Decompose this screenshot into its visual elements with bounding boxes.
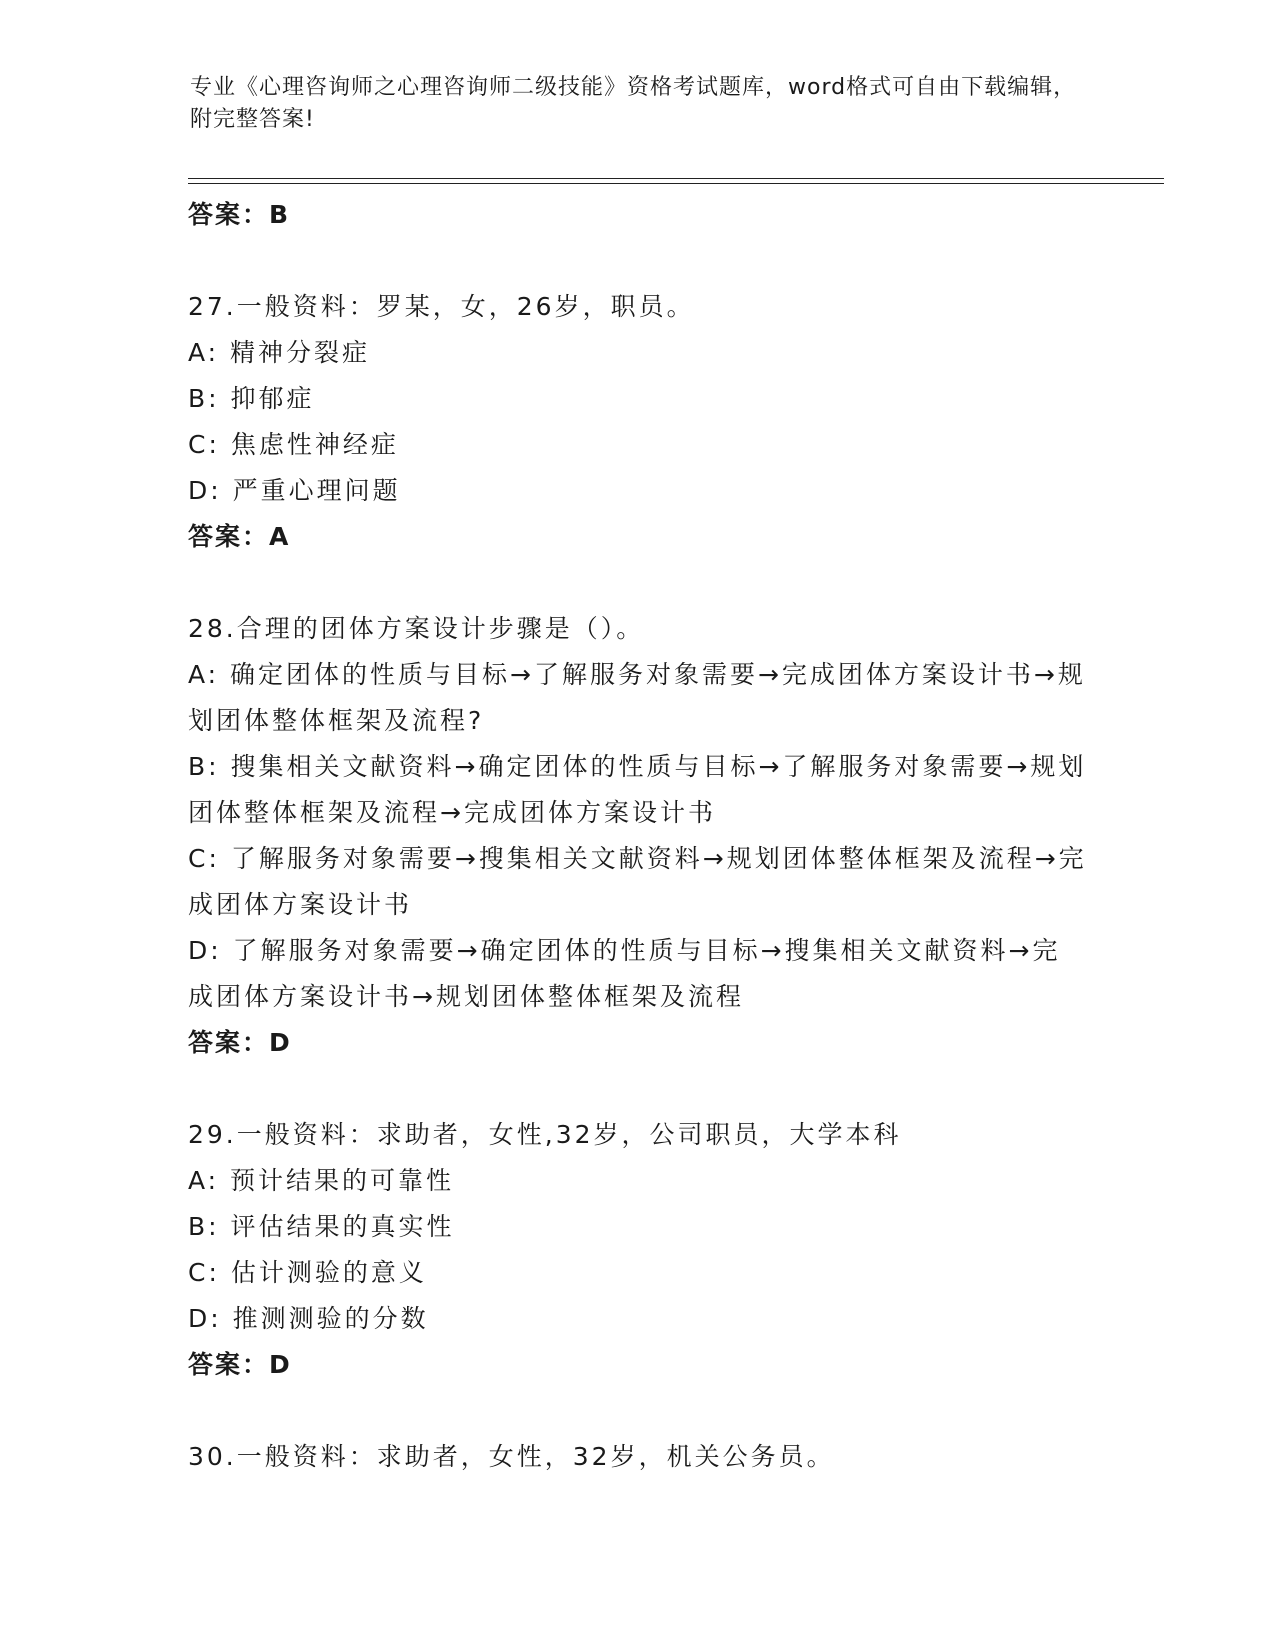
answer-line: 答案：D <box>188 1350 292 1379</box>
question-27 <box>188 284 1088 560</box>
header-rule-thick <box>188 183 1164 184</box>
option-c: C: 焦虑性神经症 <box>188 430 399 459</box>
option-d: D: 严重心理问题 <box>188 476 401 505</box>
question-list <box>188 192 1088 1480</box>
question-28 <box>188 606 1088 1066</box>
option-d: D: 推测测验的分数 <box>188 1304 429 1333</box>
answer-line: 答案：D <box>188 1028 292 1057</box>
question-title: 28.合理的团体方案设计步骤是（）。 <box>188 614 645 643</box>
option-c: C: 估计测验的意义 <box>188 1258 427 1287</box>
option-b: B: 搜集相关文献资料→确定团体的性质与目标→了解服务对象需要→规划团体整体框架及流程→完成团体方案设计书 <box>188 752 1087 827</box>
option-a: A: 精神分裂症 <box>188 338 371 367</box>
question-30 <box>188 1434 1088 1480</box>
question-title: 30.一般资料：求助者，女性，32岁，机关公务员。 <box>188 1442 835 1471</box>
option-a: A: 确定团体的性质与目标→了解服务对象需要→完成团体方案设计书→规划团体整体框架及流程? <box>188 660 1086 735</box>
question-title: 29.一般资料：求助者，女性,32岁，公司职员，大学本科 <box>188 1120 902 1149</box>
answer-line: 答案：A <box>188 522 291 551</box>
option-b: B: 评估结果的真实性 <box>188 1212 455 1241</box>
answer-line: 答案：B <box>188 200 291 229</box>
option-d: D: 了解服务对象需要→确定团体的性质与目标→搜集相关文献资料→完成团体方案设计书→规划团体整体框架及流程 <box>188 936 1061 1011</box>
header-rule-thin <box>188 178 1164 179</box>
option-a: A: 预计结果的可靠性 <box>188 1166 455 1195</box>
option-c: C: 了解服务对象需要→搜集相关文献资料→规划团体整体框架及流程→完成团体方案设计书 <box>188 844 1087 919</box>
question-29 <box>188 1112 1088 1388</box>
question-title: 27.一般资料：罗某，女，26岁，职员。 <box>188 292 695 321</box>
option-b: B: 抑郁症 <box>188 384 315 413</box>
document-header: 专业《心理咨询师之心理咨询师二级技能》资格考试题库，word格式可自由下载编辑，附完整答案! <box>190 75 1077 132</box>
